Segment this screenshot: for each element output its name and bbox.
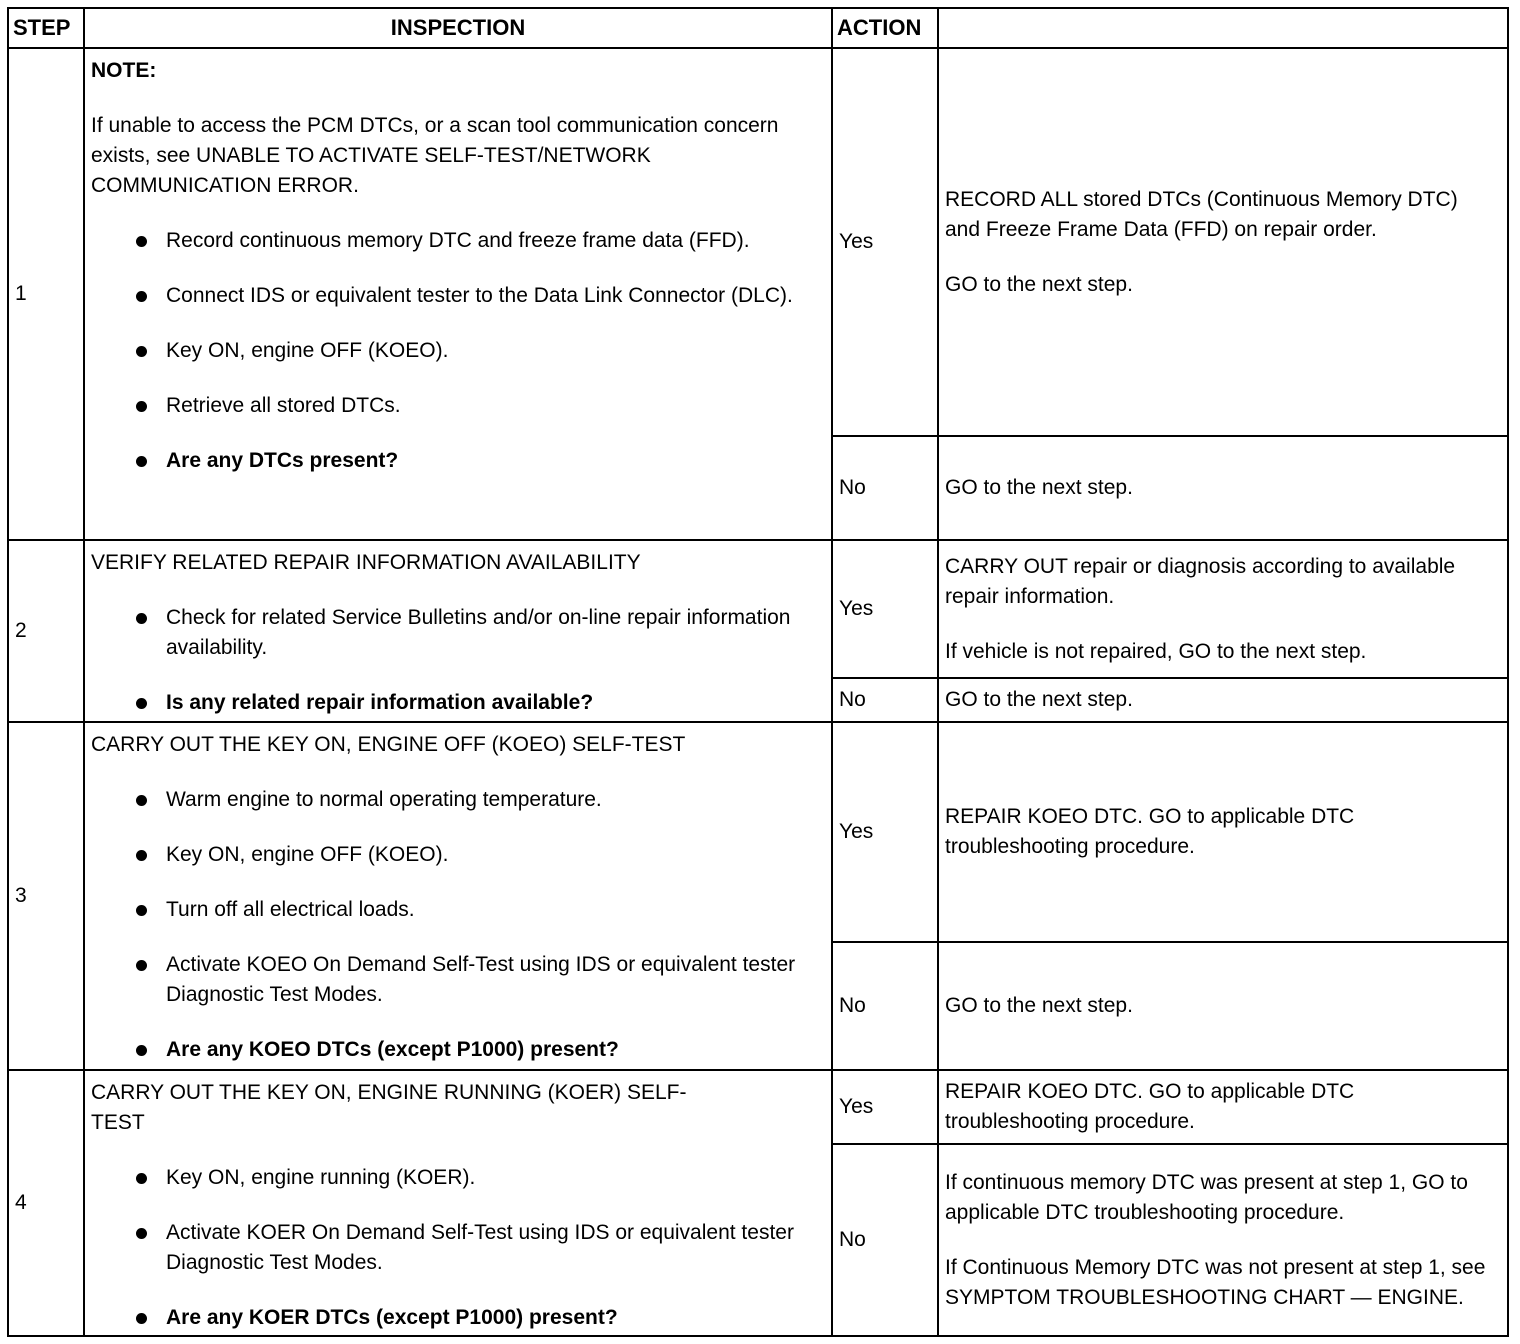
note-text: If unable to access the PCM DTCs, or a scan tool communication concern exists, see UNABLE TO ACTIVATE SELF-TEST/NETWORK COMMUNICATION ERROR.	[91, 114, 779, 197]
inspection-item: Key ON, engine OFF (KOEO).	[166, 336, 825, 366]
action-yes: Yes	[832, 722, 938, 942]
action-no: No	[832, 678, 938, 722]
step-number: 1	[8, 48, 84, 540]
action-no: No	[832, 942, 938, 1070]
result-yes	[938, 48, 1508, 436]
inspection-item: Record continuous memory DTC and freeze frame data (FFD).	[166, 226, 825, 256]
inspection-item: Check for related Service Bulletins and/or on-line repair information availability.	[166, 603, 825, 663]
inspection-item: Activate KOER On Demand Self-Test using IDS or equivalent tester Diagnostic Test Modes.	[166, 1218, 825, 1278]
action-yes: Yes	[832, 1070, 938, 1144]
result-text: GO to the next step.	[945, 476, 1133, 499]
inspection-cell	[84, 48, 832, 540]
inspection-cell	[84, 540, 832, 722]
step-4-yes-row	[8, 1070, 1508, 1144]
inspection-list	[91, 1163, 825, 1333]
result-text: GO to the next step.	[945, 272, 1133, 296]
step-2-yes-row	[8, 540, 1508, 678]
result-text: CARRY OUT repair or diagnosis according to available repair information.	[945, 554, 1456, 608]
inspection-item: Connect IDS or equivalent tester to the Data Link Connector (DLC).	[166, 281, 825, 311]
result-text: RECORD ALL stored DTCs (Continuous Memory DTC) and Freeze Frame Data (FFD) on repair order.	[945, 187, 1458, 241]
result-yes	[938, 1070, 1508, 1144]
result-text: GO to the next step.	[945, 994, 1133, 1017]
inspection-cell	[84, 722, 832, 1070]
inspection-list	[91, 603, 825, 718]
action-no: No	[832, 1144, 938, 1336]
note-label: NOTE:	[91, 59, 157, 82]
inspection-item: Warm engine to normal operating temperature.	[166, 785, 825, 815]
step-3-yes-row	[8, 722, 1508, 942]
inspection-question: Is any related repair information available?	[166, 688, 825, 718]
result-yes	[938, 540, 1508, 678]
result-no	[938, 678, 1508, 722]
header-action: ACTION	[832, 8, 938, 48]
result-no	[938, 436, 1508, 540]
result-text: REPAIR KOEO DTC. GO to applicable DTC troubleshooting procedure.	[945, 1080, 1355, 1133]
action-yes: Yes	[832, 540, 938, 678]
action-no: No	[832, 436, 938, 540]
inspection-title: VERIFY RELATED REPAIR INFORMATION AVAILABILITY	[91, 551, 641, 574]
header-inspection: INSPECTION	[84, 8, 832, 48]
result-text: If continuous memory DTC was present at step 1, GO to applicable DTC troubleshooting procedure.	[945, 1170, 1468, 1224]
diagnostic-table	[7, 7, 1509, 1337]
inspection-item: Retrieve all stored DTCs.	[166, 391, 825, 421]
inspection-item: Key ON, engine OFF (KOEO).	[166, 840, 825, 870]
inspection-item: Turn off all electrical loads.	[166, 895, 825, 925]
header-step: STEP	[8, 8, 84, 48]
inspection-item: Activate KOEO On Demand Self-Test using IDS or equivalent tester Diagnostic Test Modes.	[166, 950, 825, 1010]
result-text: REPAIR KOEO DTC. GO to applicable DTC troubleshooting procedure.	[945, 805, 1355, 858]
inspection-title: CARRY OUT THE KEY ON, ENGINE RUNNING (KOER) SELF-TEST	[91, 1081, 687, 1134]
inspection-title: CARRY OUT THE KEY ON, ENGINE OFF (KOEO) SELF-TEST	[91, 733, 686, 756]
action-yes: Yes	[832, 48, 938, 436]
result-text: If Continuous Memory DTC was not present at step 1, see SYMPTOM TROUBLESHOOTING CHART — ENGINE.	[945, 1255, 1486, 1309]
step-number: 2	[8, 540, 84, 722]
step-number: 3	[8, 722, 84, 1070]
result-yes	[938, 722, 1508, 942]
result-no	[938, 942, 1508, 1070]
result-text: GO to the next step.	[945, 688, 1133, 711]
inspection-list	[91, 226, 825, 476]
inspection-item: Key ON, engine running (KOER).	[166, 1163, 825, 1193]
inspection-question: Are any KOEO DTCs (except P1000) present?	[166, 1035, 825, 1065]
inspection-list	[91, 785, 825, 1065]
inspection-cell	[84, 1070, 832, 1336]
result-no	[938, 1144, 1508, 1336]
result-text: If vehicle is not repaired, GO to the next step.	[945, 639, 1367, 663]
inspection-question: Are any KOER DTCs (except P1000) present?	[166, 1303, 825, 1333]
step-1-yes-row	[8, 48, 1508, 436]
header-result	[938, 8, 1508, 48]
inspection-question: Are any DTCs present?	[166, 446, 825, 476]
step-number: 4	[8, 1070, 84, 1336]
header-row	[8, 8, 1508, 48]
